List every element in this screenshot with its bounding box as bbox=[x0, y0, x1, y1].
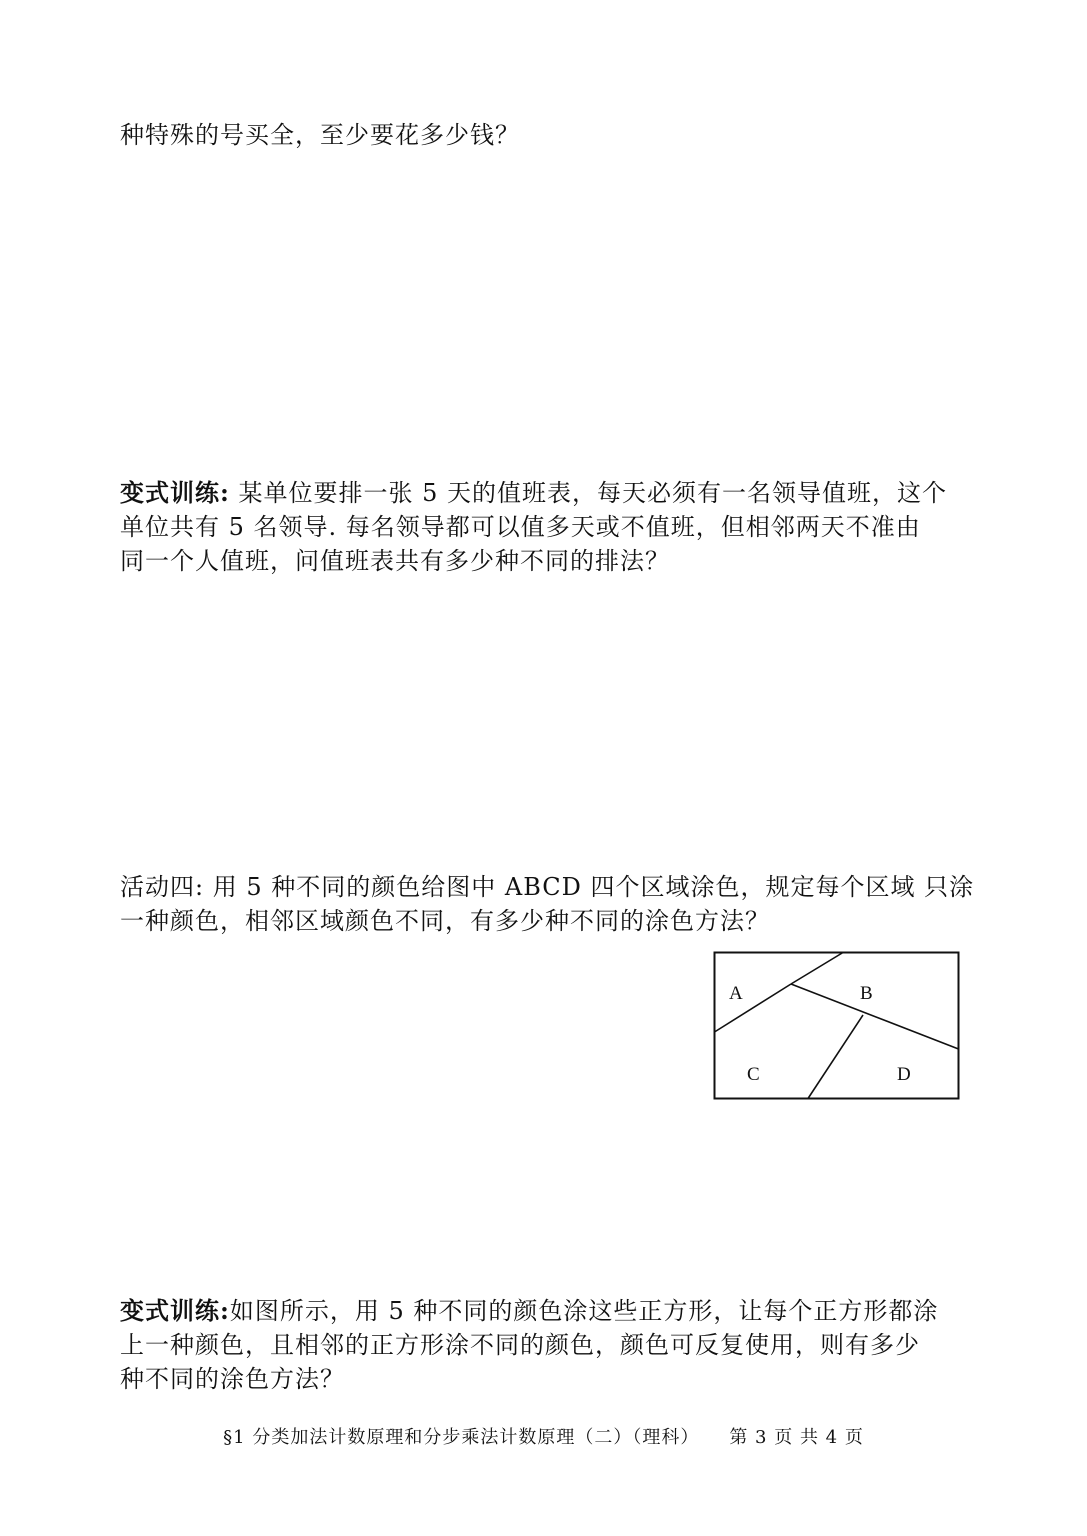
text-line: 一种颜色，相邻区域颜色不同，有多少种不同的涂色方法？ bbox=[120, 907, 770, 935]
text-line: 活动四: 用 5 种不同的颜色给图中 ABCD 四个区域涂色，规定每个区域 只涂 bbox=[120, 873, 975, 901]
text-line: 上一种颜色，且相邻的正方形涂不同的颜色，颜色可反复使用，则有多少 bbox=[120, 1331, 920, 1359]
paragraph-question-continuation bbox=[120, 118, 980, 152]
region-label-b: B bbox=[860, 983, 873, 1004]
region-diagram bbox=[713, 951, 960, 1100]
variant-training-label: 变式训练: bbox=[120, 478, 230, 507]
footer-page-info: 第 3 页 共 4 页 bbox=[729, 1427, 864, 1448]
divider-line bbox=[808, 1015, 863, 1099]
paragraph-activity-four bbox=[120, 870, 980, 938]
text-line-content: 如图所示，用 5 种不同的颜色涂这些正方形，让每个正方形都涂 bbox=[229, 1297, 939, 1325]
text-line: 同一个人值班，问值班表共有多少种不同的排法？ bbox=[120, 547, 670, 575]
region-label-a: A bbox=[729, 983, 743, 1004]
footer-title: §1 分类加法计数原理和分步乘法计数原理（二）（理科） bbox=[223, 1427, 700, 1448]
region-label-c: C bbox=[747, 1064, 760, 1085]
paragraph-variant-training-2 bbox=[120, 1294, 980, 1396]
region-coloring-figure bbox=[713, 951, 960, 1100]
text-line: 种不同的涂色方法？ bbox=[120, 1365, 345, 1393]
text-line bbox=[120, 476, 980, 510]
text-line: 种特殊的号买全，至少要花多少钱？ bbox=[120, 121, 520, 149]
text-line bbox=[120, 1294, 980, 1328]
text-line-content: 某单位要排一张 5 天的值班表，每天必须有一名领导值班，这个 bbox=[229, 479, 948, 507]
variant-training-label: 变式训练: bbox=[120, 1296, 230, 1325]
page-footer bbox=[0, 1423, 1087, 1449]
paragraph-variant-training-1 bbox=[120, 476, 980, 578]
region-label-d: D bbox=[897, 1064, 911, 1085]
divider-line bbox=[715, 984, 792, 1032]
divider-line bbox=[791, 953, 843, 985]
divider-line bbox=[791, 984, 959, 1049]
text-line: 单位共有 5 名领导. 每名领导都可以值多天或不值班，但相邻两天不准由 bbox=[120, 513, 921, 541]
